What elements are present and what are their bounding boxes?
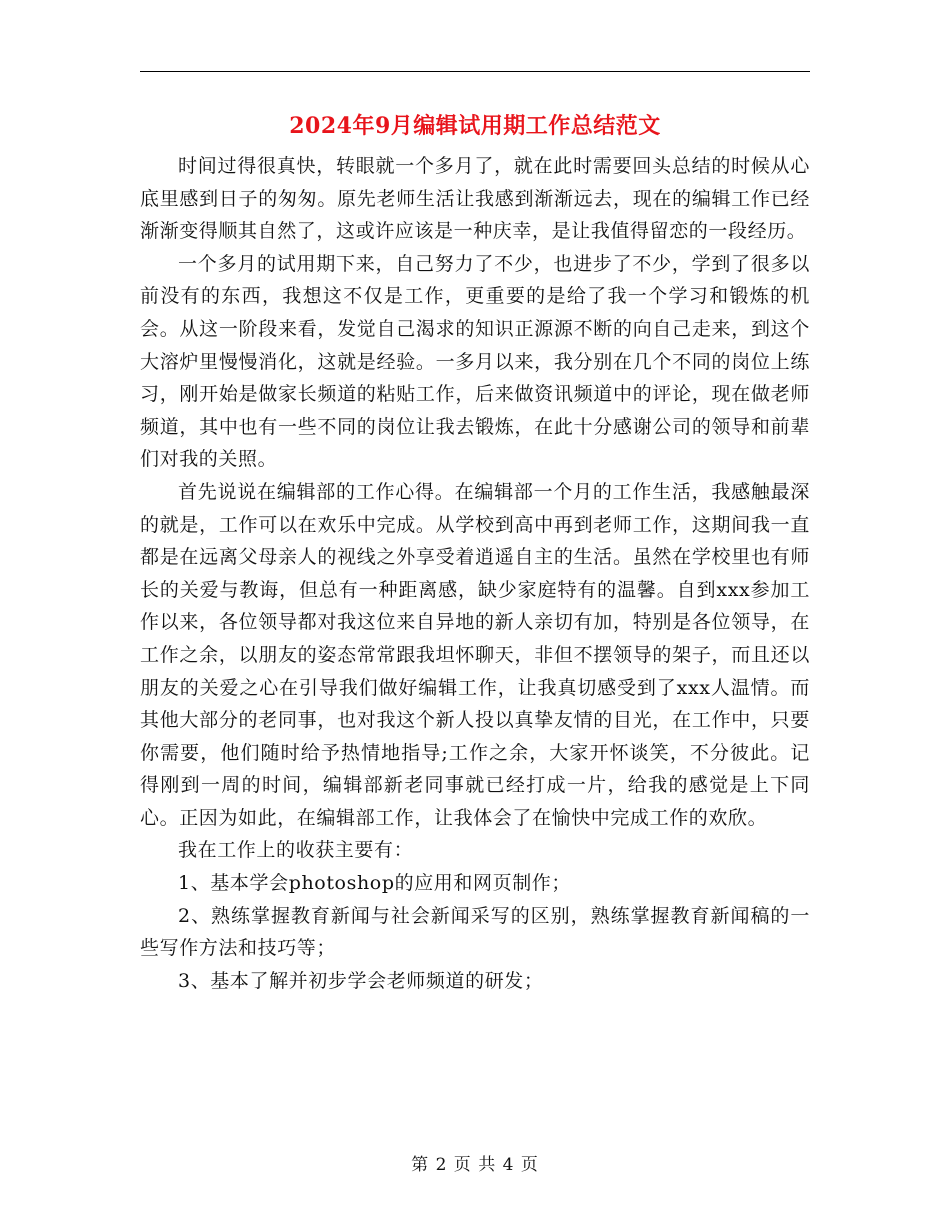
paragraph-intro: 时间过得很真快，转眼就一个多月了，就在此时需要回头总结的时候从心底里感到日子的匆匆。原先老师生活让我感到渐渐远去，现在的编辑工作已经渐渐变得顺其自然了，这或许应该是一种庆幸，是让我值得留恋的一段经历。 [140, 155, 810, 243]
paragraph-gains-heading: 我在工作上的收获主要有： [178, 839, 414, 862]
list-item-1: 1、基本学会photoshop的应用和网页制作； [178, 872, 571, 895]
document-body [140, 150, 810, 997]
paragraph-probation: 一个多月的试用期下来，自己努力了不少，也进步了不少，学到了很多以前没有的东西，我想这不仅是工作，更重要的是给了我一个学习和锻炼的机会。从这一阶段来看，发觉自己渴求的知识正源源不断的向自己走来，到这个大溶炉里慢慢消化，这就是经验。一多月以来，我分别在几个不同的岗位上练习，刚开始是做家长频道的粘贴工作，后来做资讯频道中的评论，现在做老师频道，其中也有一些不同的岗位让我去锻炼，在此十分感谢公司的领导和前辈们对我的关照。 [140, 252, 810, 471]
header-rule [140, 71, 810, 72]
document-title: 2024年9月编辑试用期工作总结范文 [289, 113, 661, 139]
page-footer: 第 2 页 共 4 页 [411, 1155, 539, 1175]
list-item-3: 3、基本了解并初步学会老师频道的研发； [178, 969, 544, 992]
paragraph-experience: 首先说说在编辑部的工作心得。在编辑部一个月的工作生活，我感触最深的就是，工作可以在欢乐中完成。从学校到高中再到老师工作，这期间我一直都是在远离父母亲人的视线之外享受着逍遥自主的生活。虽然在学校里也有师长的关爱与教诲，但总有一种距离感，缺少家庭特有的温馨。自到xxx参加工作以来，各位领导都对我这位来自异地的新人亲切有加，特别是各位领导，在工作之余，以朋友的姿态常常跟我坦怀聊天，非但不摆领导的架子，而且还以朋友的关爱之心在引导我们做好编辑工作，让我真切感受到了xxx人温情。而其他大部分的老同事，也对我这个新人投以真挚友情的目光，在工作中，只要你需要，他们随时给予热情地指导;工作之余，大家开怀谈笑，不分彼此。记得刚到一周的时间，编辑部新老同事就已经打成一片，给我的感觉是上下同心。正因为如此，在编辑部工作，让我体会了在愉快中完成工作的欢欣。 [140, 480, 810, 829]
list-item-2: 2、熟练掌握教育新闻与社会新闻采写的区别，熟练掌握教育新闻稿的一些写作方法和技巧等； [140, 904, 810, 960]
